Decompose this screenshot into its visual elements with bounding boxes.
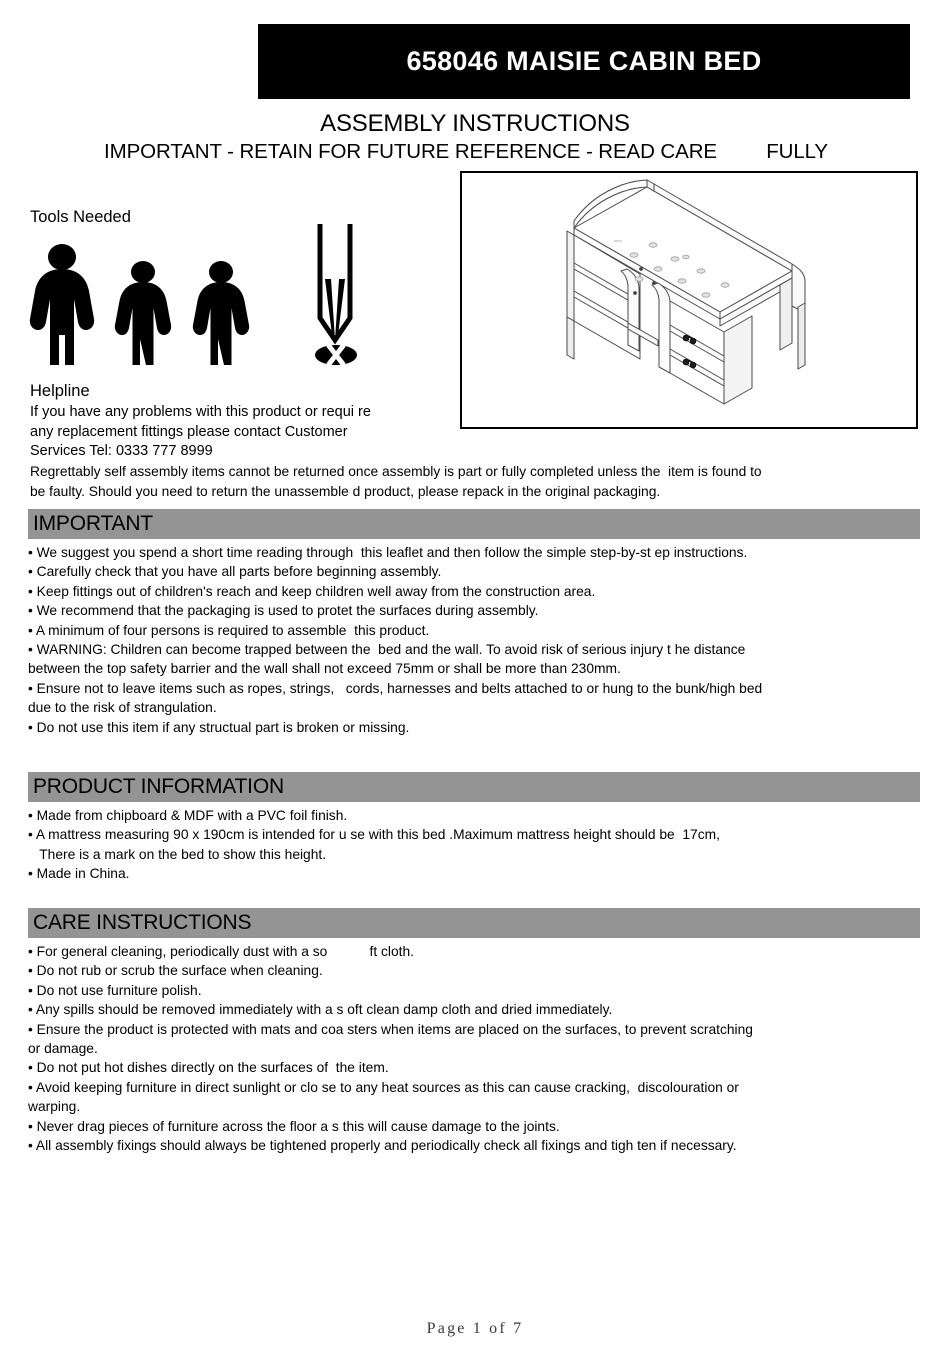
section-important [28,509,920,737]
assembly-instructions-subtitle: ASSEMBLY INSTRUCTIONS [320,110,630,137]
list-item-continuation: warping. [28,1099,81,1115]
list-item: • Do not put hot dishes directly on the surfaces of the item. [28,1060,389,1076]
product-title-bar [258,24,910,99]
list-item-continuation: between the top safety barrier and the wall shall not exceed 75mm or shall be more than 230mm. [28,661,621,677]
list-item: • Any spills should be removed immediately with a s oft clean damp cloth and dried immediately. [28,1002,613,1018]
list-item-continuation: due to the risk of strangulation. [28,700,217,716]
person-icon [28,243,96,365]
list-item: • A minimum of four persons is required to assemble this product. [28,622,430,638]
cabin-bed-isometric-drawing [462,173,916,427]
section-product-information [28,772,920,884]
list-item: • Do not rub or scrub the surface when cleaning. [28,963,323,979]
section-body-important [28,539,920,737]
list-item: • Avoid keeping furniture in direct sunlight or clo se to any heat sources as this can cause cracking, discolouration or [28,1079,739,1095]
section-header-important [28,509,920,539]
list-item: • Never drag pieces of furniture across the floor a s this will cause damage to the joints. [28,1118,560,1134]
section-body-product-information [28,802,920,884]
list-item: • Ensure the product is protected with mats and coa sters when items are placed on the surfaces, to prevent scratching [28,1021,753,1037]
page-footer: Page 1 of 7 [426,1320,524,1337]
person-icon [191,260,251,365]
returns-note-line: Regrettably self assembly items cannot be returned once assembly is part or fully completed unless the item is found to [30,464,762,479]
section-header-care-instructions [28,908,920,938]
list-item: • We recommend that the packaging is used to protet the surfaces during assembly. [28,603,539,619]
section-care-instructions [28,908,920,1155]
list-item-continuation: or damage. [28,1041,98,1057]
helpline-line: Services Tel: 0333 777 8999 [30,443,213,459]
section-title: IMPORTANT [33,512,153,535]
section-title: PRODUCT INFORMATION [33,775,284,798]
list-item: • Do not use furniture polish. [28,982,202,998]
list-item: • Do not use this item if any structual part is broken or missing. [28,719,410,735]
section-body-care-instructions [28,938,920,1155]
list-item: • We suggest you spend a short time reading through this leaflet and then follow the simple step-by-st ep instructions. [28,545,748,560]
list-item: • For general cleaning, periodically dust with a so ft cloth. [28,944,414,959]
page-title: 658046 MAISIE CABIN BED [406,46,762,76]
helpline-line: any replacement fittings please contact Customer [30,423,348,440]
phillips-screwdriver-icon [305,222,367,379]
list-item: • A mattress measuring 90 x 190cm is intended for u se with this bed .Maximum mattress height should be 17cm, [28,827,720,843]
tools-people-row [28,243,268,365]
helpline-body [30,403,450,462]
product-illustration-frame [460,171,918,429]
returns-note-line: be faulty. Should you need to return the unassemble d product, please repack in the original packaging. [30,484,661,499]
list-item: • All assembly fixings should always be tightened properly and periodically check all fixings and tigh ten if necessary. [28,1138,737,1154]
list-item: • Keep fittings out of children's reach and keep children well away from the construction area. [28,583,596,599]
tools-needed-heading: Tools Needed [30,208,131,226]
helpline-line: If you have any problems with this product or requi re [30,404,371,420]
retain-reference-tail: FULLY [766,140,828,163]
list-item: • Carefully check that you have all parts before beginning assembly. [28,564,442,580]
list-item: • Made in China. [28,866,130,882]
list-item: • Ensure not to leave items such as ropes, strings, cords, harnesses and belts attached to or hung to the bunk/high bed [28,680,763,696]
retain-reference-line [104,140,864,164]
retain-reference-main: IMPORTANT - RETAIN FOR FUTURE REFERENCE - READ CARE [104,140,717,163]
list-item: • WARNING: Children can become trapped between the bed and the wall. To avoid risk of serious injury t he distance [28,642,746,658]
returns-policy-note [30,462,920,502]
section-title: CARE INSTRUCTIONS [33,911,252,934]
list-item: • Made from chipboard & MDF with a PVC foil finish. [28,808,348,823]
list-item-continuation: There is a mark on the bed to show this height. [28,846,327,862]
helpline-heading: Helpline [30,382,90,400]
section-header-product-information [28,772,920,802]
person-icon [113,260,173,365]
